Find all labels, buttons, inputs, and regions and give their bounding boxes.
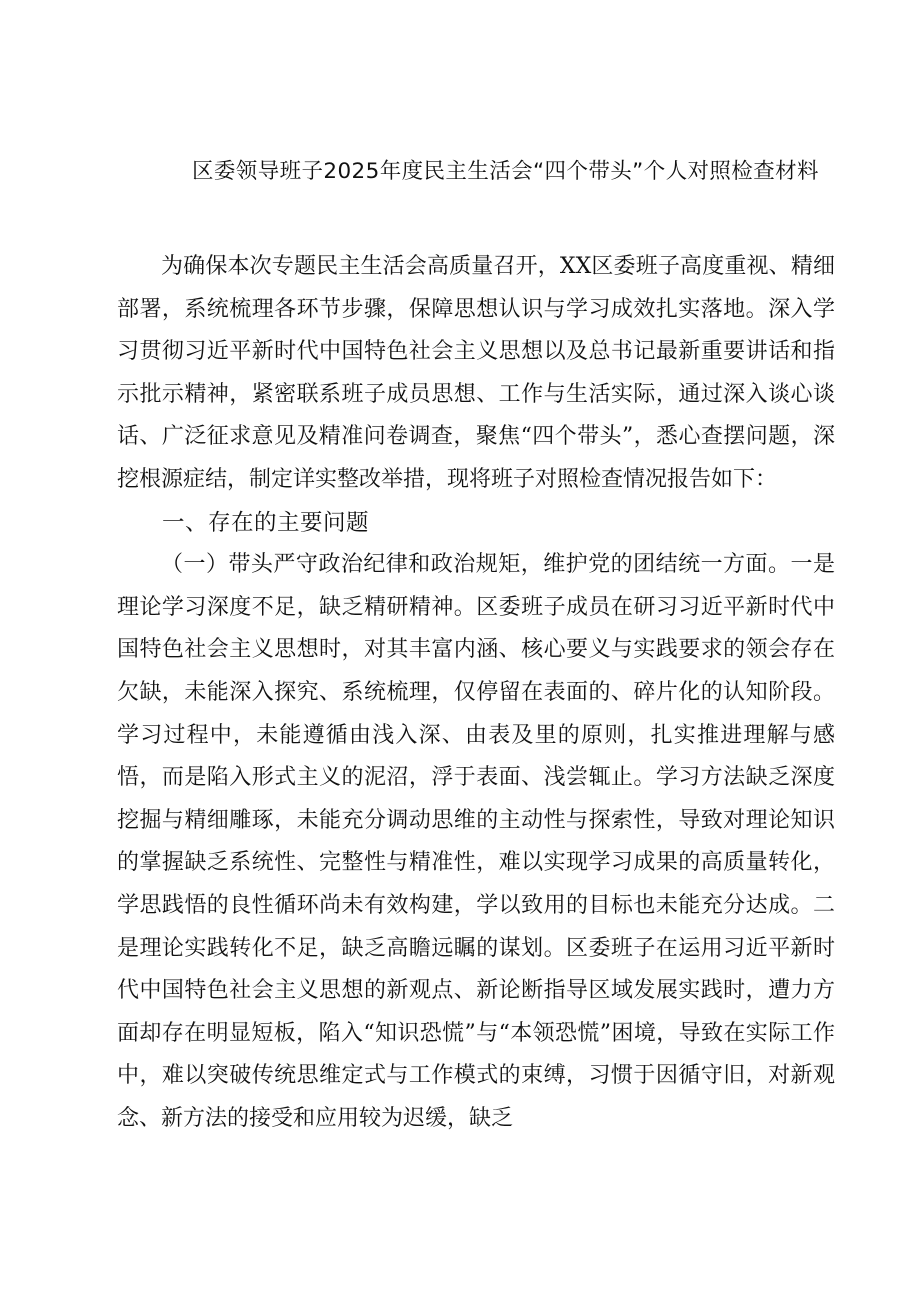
document-body xyxy=(117,246,835,1140)
intro-paragraph: 为确保本次专题民主生活会高质量召开，XX区委班子高度重视、精细部署，系统梳理各环节步骤，保障思想认识与学习成效扎实落地。深入学习贯彻习近平新时代中国特色社会主义思想以及总书记最新重要讲话和指示批示精神，紧密联系班子成员思想、工作与生活实际，通过深入谈心谈话、广泛征求意见及精准问卷调查，聚焦“四个带头”，悉心查摆问题，深挖根源症结，制定详实整改举措，现将班子对照检查情况报告如下： xyxy=(117,254,835,492)
document-title: 区委领导班子2025年度民主生活会“四个带头”个人对照检查材料 xyxy=(192,159,819,184)
section-heading: 一、存在的主要问题 xyxy=(162,509,370,536)
section-paragraph: （一）带头严守政治纪律和政治规矩，维护党的团结统一方面。一是理论学习深度不足，缺乏精研精神。区委班子成员在研习习近平新时代中国特色社会主义思想时，对其丰富内涵、核心要义与实践要求的领会存在欠缺，未能深入探究、系统梳理，仅停留在表面的、碎片化的认知阶段。学习过程中，未能遵循由浅入深、由表及里的原则，扎实推进理解与感悟，而是陷入形式主义的泥沼，浮于表面、浅尝辄止。学习方法缺乏深度挖掘与精细雕琢，未能充分调动思维的主动性与探索性，导致对理论知识的掌握缺乏系统性、完整性与精准性，难以实现学习成果的高质量转化，学思践悟的良性循环尚未有效构建，学以致用的目标也未能充分达成。二是理论实践转化不足，缺乏高瞻远瞩的谋划。区委班子在运用习近平新时代中国特色社会主义思想的新观点、新论断指导区域发展实践时，遭力方面却存在明显短板，陷入“知识恐慌”与“本领恐慌”困境，导致在实际工作中，难以突破传统思维定式与工作模式的束缚，习惯于因循守旧，对新观念、新方法的接受和应用较为迟缓，缺乏 xyxy=(117,552,835,1131)
